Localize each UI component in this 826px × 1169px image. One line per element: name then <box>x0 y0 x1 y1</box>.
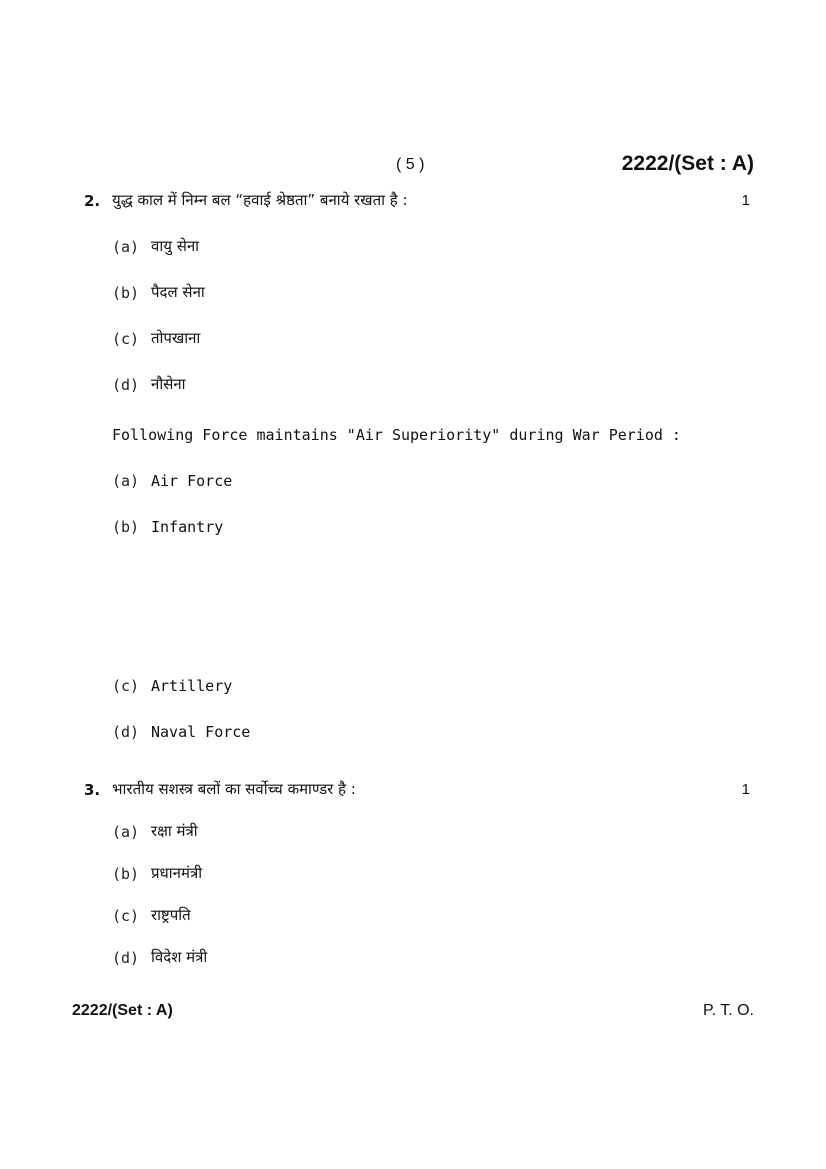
q2-hindi-option-d-text: नौसेना <box>151 375 186 393</box>
q2-english-option-d-text: Naval Force <box>151 723 251 741</box>
q3-option-a-label: (a) <box>112 823 140 841</box>
q2-hindi-option-d-label: (d) <box>112 376 140 394</box>
q3-option-d-text: विदेश मंत्री <box>151 948 208 966</box>
question-3-number: 3. <box>84 781 101 799</box>
q3-option-b-label: (b) <box>112 865 140 883</box>
q2-hindi-option-a-text: वायु सेना <box>151 237 200 255</box>
q2-english-option-c-label: (c) <box>112 677 140 695</box>
question-3-marks: 1 <box>741 781 750 798</box>
q2-hindi-option-c-text: तोपखाना <box>151 329 201 347</box>
question-2-marks: 1 <box>741 192 750 209</box>
q3-option-a-text: रक्षा मंत्री <box>151 822 198 840</box>
q2-english-option-d-label: (d) <box>112 723 140 741</box>
question-3-hindi-text: भारतीय सशस्त्र बलों का सर्वोच्च कमाण्डर है : <box>112 780 356 798</box>
q3-option-b-text: प्रधानमंत्री <box>151 864 203 882</box>
q3-option-c-label: (c) <box>112 907 140 925</box>
question-2-number: 2. <box>84 192 101 210</box>
paper-code-footer: 2222/(Set : A) <box>72 1002 173 1019</box>
q2-english-option-b-label: (b) <box>112 518 140 536</box>
please-turn-over: P. T. O. <box>703 1002 754 1019</box>
q3-option-c-text: राष्ट्रपति <box>151 906 191 924</box>
paper-code-header: 2222/(Set : A) <box>621 152 754 175</box>
q2-hindi-option-c-label: (c) <box>112 330 140 348</box>
q2-hindi-option-b-text: पैदल सेना <box>151 283 205 301</box>
page-number: ( 5 ) <box>396 156 425 173</box>
q2-english-option-a-label: (a) <box>112 472 140 490</box>
question-2-english-text: Following Force maintains "Air Superiority" during War Period : <box>112 426 681 444</box>
q2-hindi-option-b-label: (b) <box>112 284 140 302</box>
q2-english-option-a-text: Air Force <box>151 472 233 490</box>
question-2-hindi-text: युद्ध काल में निम्न बल “हवाई श्रेष्ठता” बनाये रखता है : <box>112 191 408 209</box>
q3-option-d-label: (d) <box>112 949 140 967</box>
q2-hindi-option-a-label: (a) <box>112 238 140 256</box>
q2-english-option-b-text: Infantry <box>151 518 224 536</box>
q2-english-option-c-text: Artillery <box>151 677 233 695</box>
